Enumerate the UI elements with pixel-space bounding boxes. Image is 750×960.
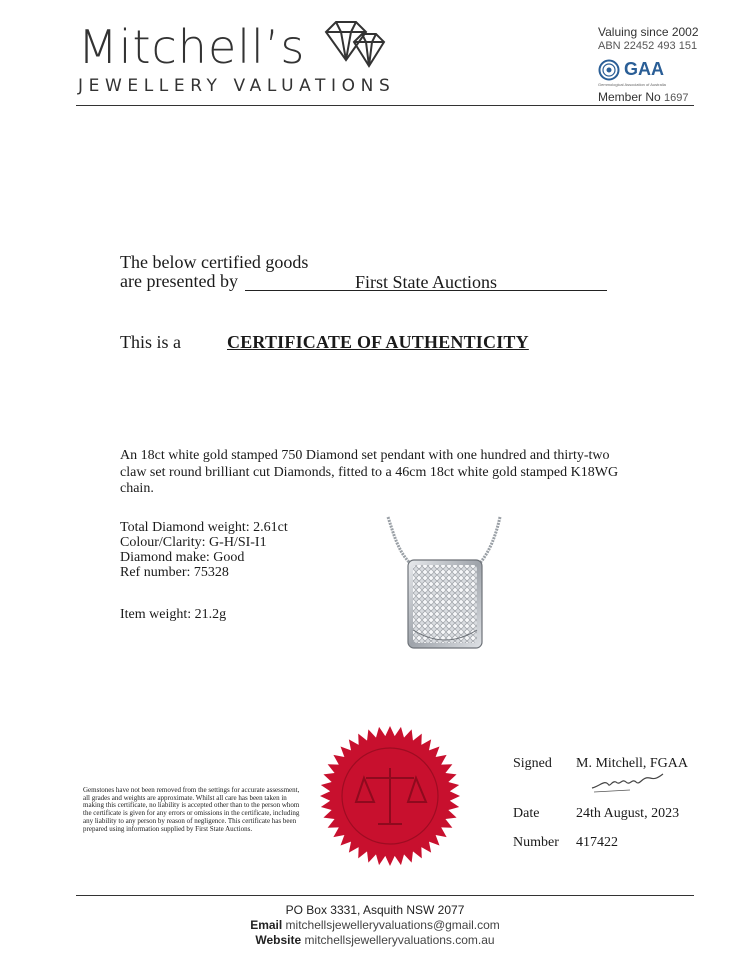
gaa-label: GAA (624, 59, 664, 79)
email-label: Email (250, 918, 283, 932)
website-label: Website (255, 933, 302, 947)
certificate-title: CERTIFICATE OF AUTHENTICITY (227, 332, 529, 352)
presented-line-1: The below certified goods (120, 252, 309, 272)
disclaimer-text: Gemstones have not been removed from the settings for accurate assessment, all grades and weights are approximate. Whilst all care has been taken in making this certificate, no liability is accepted other than to the person whom the certificate is given for any errors or omissions in the certificate, including any liability to any person by reason of negligence. This certificate has been prepared using information supplied by First State Auctions. (83, 786, 300, 833)
spec-total-weight: Total Diamond weight: 2.61ct (120, 520, 288, 535)
spec-ref-number: Ref number: 75328 (120, 565, 229, 580)
item-description: An 18ct white gold stamped 750 Diamond set pendant with one hundred and thirty-two claw set round brilliant cut Diamonds, fitted to a 46cm 18ct white gold stamped K18WG chain. (120, 448, 619, 496)
gaa-logo-icon (598, 59, 620, 81)
valuing-since: Valuing since 2002 (598, 25, 699, 39)
diamond-logo-icon (318, 18, 388, 74)
number-value: 417422 (576, 835, 618, 850)
member-number (598, 90, 689, 104)
red-wax-seal-icon (318, 724, 462, 868)
pendant-photo (380, 515, 510, 655)
spec-colour-clarity: Colour/Clarity: G-H/SI-I1 (120, 535, 267, 550)
header-divider (76, 105, 694, 106)
website-link[interactable]: mitchellsjewelleryvaluations.com.au (304, 933, 495, 947)
member-label: Member No (598, 90, 661, 104)
member-no-value: 1697 (664, 92, 689, 104)
handwritten-signature (590, 772, 665, 794)
footer-email (0, 918, 750, 932)
date-value: 24th August, 2023 (576, 806, 680, 821)
presenter-name: First State Auctions (245, 272, 607, 291)
brand-name: Mitchell’s (78, 20, 306, 74)
number-label: Number (513, 835, 559, 850)
signed-label: Signed (513, 756, 552, 771)
presented-line-2: are presented by (120, 271, 238, 291)
date-label: Date (513, 806, 540, 821)
spec-item-weight: Item weight: 21.2g (120, 607, 227, 622)
spec-diamond-make: Diamond make: Good (120, 550, 245, 565)
gaa-tagline: Gemmological Association of Australia (598, 82, 666, 87)
footer-website (0, 933, 750, 947)
signed-value: M. Mitchell, FGAA (576, 756, 688, 771)
email-link[interactable]: mitchellsjewelleryvaluations@gmail.com (285, 918, 500, 932)
abn-number: ABN 22452 493 151 (598, 40, 698, 52)
footer-divider (76, 895, 694, 896)
brand-subtitle: JEWELLERY VALUATIONS (78, 76, 396, 96)
this-is-a-label: This is a (120, 332, 181, 352)
footer-address: PO Box 3331, Asquith NSW 2077 (285, 903, 465, 917)
